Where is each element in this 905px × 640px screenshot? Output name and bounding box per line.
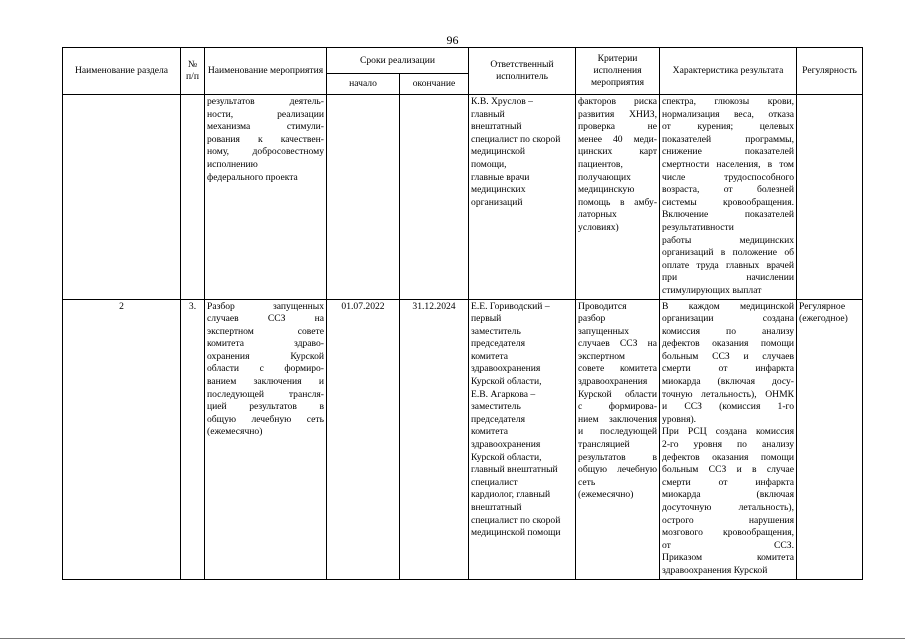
text-line: главные врачи xyxy=(471,171,530,183)
text-line: здравоохранения xyxy=(471,363,541,375)
text-line: проверка не xyxy=(578,121,658,133)
text-line: больным ССЗ и в случае xyxy=(662,464,795,476)
text-line: медицинских xyxy=(471,184,526,196)
text-line: латорных xyxy=(578,209,617,221)
text-line: комитета здраво- xyxy=(207,338,324,350)
header-responsible: Ответственный исполнитель xyxy=(469,48,576,95)
row1-activity xyxy=(205,95,327,300)
text-line: получающих xyxy=(578,171,631,183)
text-line: смерти от инфаркта xyxy=(662,363,795,375)
text-line: помощь в амбу- xyxy=(578,196,658,208)
text-line: комитета xyxy=(471,426,509,438)
text-line: числе трудоспособного xyxy=(662,171,795,183)
text-line: организаций xyxy=(471,196,523,208)
text-line: случаев ССЗ на xyxy=(578,338,658,350)
text-line: и ССЗ (комиссия 1-го xyxy=(662,401,795,413)
text-line: заместитель xyxy=(471,401,521,413)
row2-criteria xyxy=(576,299,660,579)
text-line: главный внештатный xyxy=(471,464,558,476)
text-line: уровня). xyxy=(662,413,697,425)
text-line: федерального проекта xyxy=(207,171,298,183)
text-line: специалист по скорой xyxy=(471,514,561,526)
text-line: сеть xyxy=(578,476,596,488)
row2-regularity xyxy=(797,299,863,579)
text-line: Курской области xyxy=(578,388,658,400)
text-line: медицинскую xyxy=(578,184,635,196)
text-line: медицинской xyxy=(471,146,525,158)
text-line: нормализация веса, отказа xyxy=(662,108,795,120)
text-line: кардиолог, главный xyxy=(471,489,551,501)
text-line: от ССЗ. xyxy=(662,539,795,551)
row2-result xyxy=(660,299,797,579)
text-line: результатов в xyxy=(578,451,658,463)
text-line: больным ССЗ и случаев xyxy=(662,350,795,362)
text-line: (ежемесячно) xyxy=(578,489,634,501)
text-line: механизма стимули- xyxy=(207,121,324,133)
text-line: организаций в положение об xyxy=(662,247,795,259)
text-line: рования к качествен- xyxy=(207,133,324,145)
activities-table xyxy=(62,47,863,580)
text-line: последующей трансля- xyxy=(207,388,324,400)
text-line: первый xyxy=(471,313,502,325)
text-line: показателей программы, xyxy=(662,133,795,145)
text-line: нием заключения xyxy=(578,413,658,425)
page-number: 96 xyxy=(446,33,459,47)
text-line: Регулярное xyxy=(799,300,846,312)
text-line: ному, добросовестному xyxy=(207,146,324,158)
text-line: миокарда (включая досу- xyxy=(662,376,795,388)
text-line: Проводится xyxy=(578,300,627,312)
text-line: К.В. Хруслов – xyxy=(471,96,533,107)
text-line: здравоохранения xyxy=(578,376,648,388)
text-line: медицинской помощи xyxy=(471,527,561,539)
text-line: заместитель xyxy=(471,325,521,337)
text-line: запущенных xyxy=(578,325,630,337)
text-line: и последующей xyxy=(578,426,658,438)
row2-start: 01.07.2022 xyxy=(327,299,400,579)
text-line: цией результатов в xyxy=(207,401,324,413)
row1-end xyxy=(400,95,469,300)
text-line: смерти от инфаркта xyxy=(662,476,795,488)
text-line: 2-го уровня по анализу xyxy=(662,439,795,451)
text-line: трансляцией xyxy=(578,439,630,451)
text-line: специалист по скорой xyxy=(471,133,561,145)
text-line: развития ХНИЗ, xyxy=(578,108,658,120)
text-line: Включение показателей xyxy=(662,209,795,221)
text-line: Курской области, xyxy=(471,376,542,388)
text-line: здравоохранения xyxy=(471,439,541,451)
text-line: от курения; целевых xyxy=(662,121,795,133)
text-line: дефектов оказания помощи xyxy=(662,338,795,350)
page-bottom-rule xyxy=(0,638,905,639)
row1-num xyxy=(181,95,205,300)
row2-end: 31.12.2024 xyxy=(400,299,469,579)
row2-section: 2 xyxy=(63,299,181,579)
text-line: главный xyxy=(471,108,505,120)
text-line: результатов деятель- xyxy=(207,96,324,107)
text-line: председателя xyxy=(471,413,526,425)
text-line: спектра, глюкозы крови, xyxy=(662,96,795,107)
row2-activity xyxy=(205,299,327,579)
header-end: окончание xyxy=(400,74,469,95)
table-row xyxy=(63,299,863,579)
text-line: председателя xyxy=(471,338,526,350)
text-line: исполнению xyxy=(207,158,258,170)
header-num: № п/п xyxy=(181,48,205,95)
header-start: начало xyxy=(327,74,400,95)
text-line: общую лечебную сеть xyxy=(207,413,324,425)
text-line: В каждом медицинской xyxy=(662,300,795,312)
header-result: Характеристика результата xyxy=(660,48,797,95)
text-line: случаев ССЗ на xyxy=(207,313,324,325)
row1-section xyxy=(63,95,181,300)
text-line: помощи, xyxy=(471,158,507,170)
text-line: цинских карт xyxy=(578,146,658,158)
text-line: снижение показателей xyxy=(662,146,795,158)
text-line: внештатный xyxy=(471,502,522,513)
text-line: менее 40 меди- xyxy=(578,133,658,145)
text-line: возраста, от болезней xyxy=(662,184,795,196)
row1-criteria xyxy=(576,95,660,300)
text-line: При РСЦ создана комиссия xyxy=(662,426,795,438)
text-line: специалист xyxy=(471,476,518,488)
header-criteria: Критерии исполнения мероприятия xyxy=(576,48,660,95)
text-line: экспертном совете xyxy=(207,325,324,337)
row1-regularity xyxy=(797,95,863,300)
text-line: охранения Курской xyxy=(207,350,324,362)
text-line: миокарда (включая xyxy=(662,489,795,501)
text-line: дефектов оказания помощи xyxy=(662,451,795,463)
text-line: Е.Е. Гориводский – xyxy=(471,300,550,312)
text-line: факторов риска xyxy=(578,96,658,107)
header-section: Наименование раздела xyxy=(63,48,181,95)
text-line: работы медицинских xyxy=(662,234,795,246)
text-line: досуточную летальность), xyxy=(662,502,795,513)
text-line: Курской области, xyxy=(471,451,542,463)
text-line: острого нарушения xyxy=(662,514,795,526)
table-row xyxy=(63,95,863,300)
text-line: экспертном xyxy=(578,350,625,362)
text-line: точную летальность), ОНМК xyxy=(662,388,795,400)
text-line: ванием заключения и xyxy=(207,376,324,388)
text-line: комиссия по анализу xyxy=(662,325,795,337)
text-line: разбор xyxy=(578,313,606,325)
text-line: комитета xyxy=(471,350,509,362)
text-line: Приказом комитета xyxy=(662,552,795,564)
text-line: (ежегодное) xyxy=(799,313,848,325)
text-line: общую лечебную xyxy=(578,464,658,476)
row1-start xyxy=(327,95,400,300)
text-line: при начислении xyxy=(662,272,795,284)
text-line: системы кровообращения. xyxy=(662,196,795,208)
text-line: организации создана xyxy=(662,313,795,325)
text-line: внештатный xyxy=(471,121,522,133)
text-line: Е.В. Агаркова – xyxy=(471,388,536,400)
text-line: стимулирующих выплат xyxy=(662,284,762,296)
text-line: совете комитета xyxy=(578,363,658,375)
header-activity: Наименование мероприятия xyxy=(205,48,327,95)
row2-num: 3. xyxy=(181,299,205,579)
row2-responsible xyxy=(469,299,576,579)
row1-responsible xyxy=(469,95,576,300)
text-line: пациентов, xyxy=(578,158,623,170)
text-line: (ежемесячно) xyxy=(207,426,263,438)
text-line: ности, реализации xyxy=(207,108,324,120)
text-line: области с формиро- xyxy=(207,363,324,375)
text-line: оплате труда главных врачей xyxy=(662,259,795,271)
header-terms: Сроки реализации xyxy=(327,48,469,74)
text-line: смертности населения, в том xyxy=(662,158,795,170)
text-line: условиях) xyxy=(578,221,619,233)
text-line: здравоохранения Курской xyxy=(662,564,768,576)
text-line: мозгового кровообращения, xyxy=(662,527,795,539)
text-line: с формирова- xyxy=(578,401,658,413)
header-regularity: Регулярность xyxy=(797,48,863,95)
text-line: Разбор запущенных xyxy=(207,300,324,312)
row1-result xyxy=(660,95,797,300)
text-line: результативности xyxy=(662,221,734,233)
